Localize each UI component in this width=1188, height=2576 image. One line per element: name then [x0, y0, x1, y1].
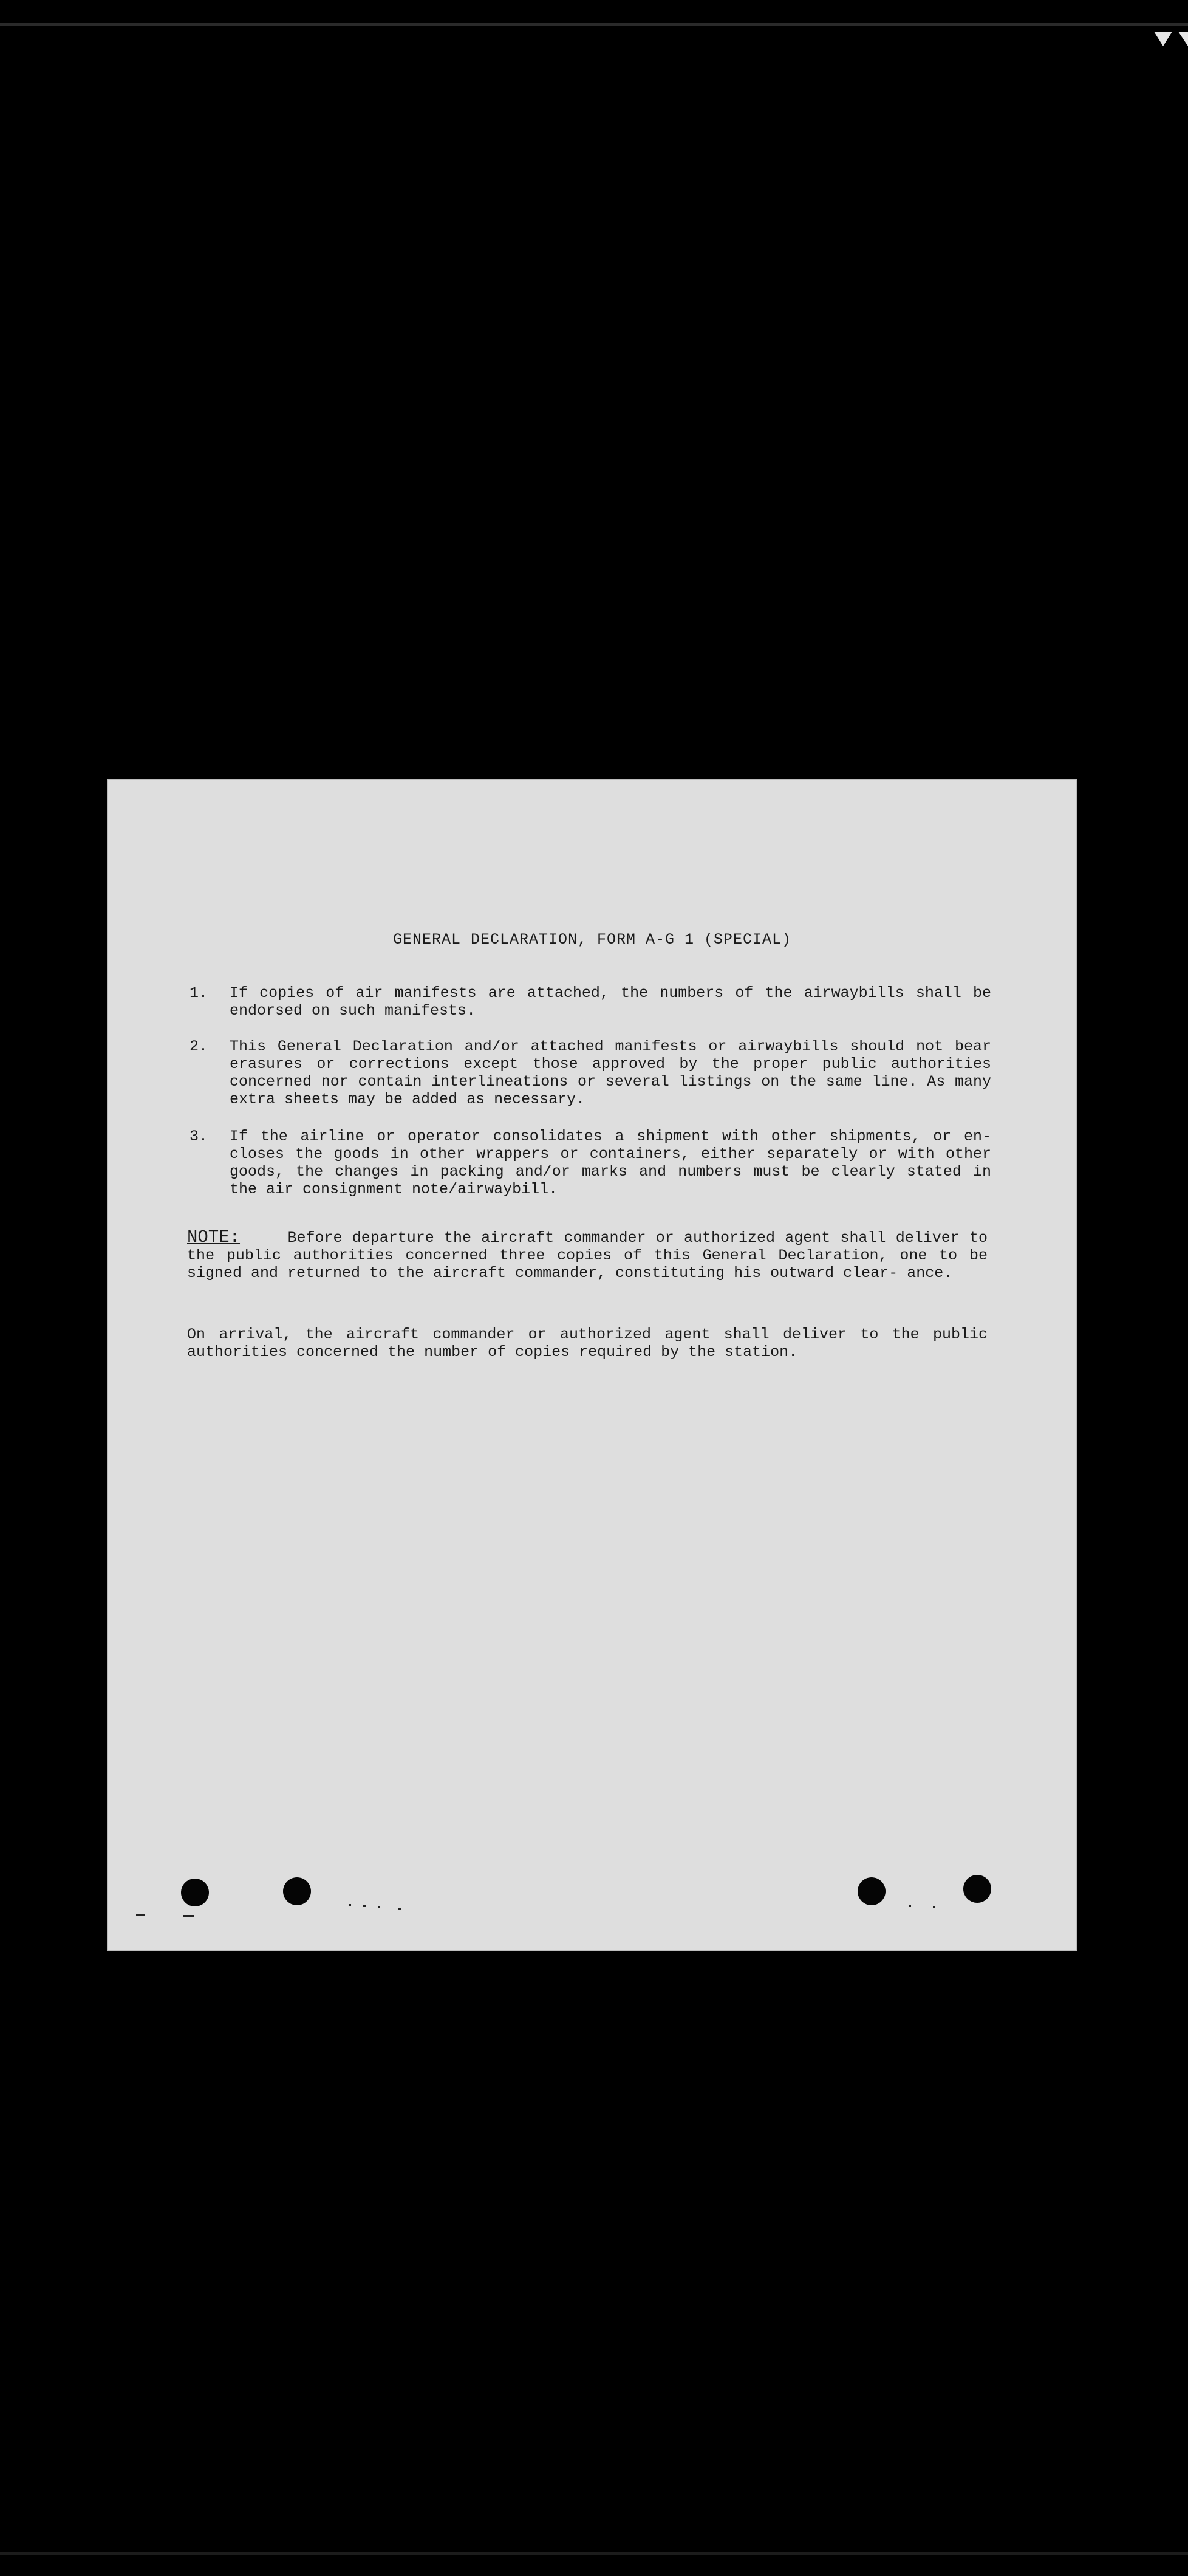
list-item: [189, 1128, 991, 1198]
speck: [349, 1904, 351, 1906]
document-title: GENERAL DECLARATION, FORM A-G 1 (SPECIAL): [392, 931, 792, 948]
punch-hole: [858, 1877, 886, 1905]
item-number: 2.: [189, 1038, 208, 1055]
viewer-top-rule: [0, 23, 1188, 26]
note-label: NOTE:: [187, 1227, 241, 1247]
punch-hole: [963, 1875, 991, 1903]
speck: [909, 1905, 911, 1907]
item-text: If copies of air manifests are attached, the numbers of the airwaybills shall be endorsed on such manifests.: [230, 984, 991, 1019]
list-item: [189, 1038, 991, 1108]
speck: [183, 1915, 194, 1917]
punch-hole: [181, 1879, 209, 1906]
punch-hole: [283, 1877, 311, 1905]
document-page: [107, 779, 1077, 1951]
arrival-paragraph: On arrival, the aircraft commander or authorized agent shall deliver to the public authorities concerned the number of copies required by the station.: [187, 1326, 988, 1361]
corner-arrow-icon: [1152, 29, 1188, 51]
speck: [398, 1908, 401, 1910]
speck: [136, 1914, 145, 1916]
list-item: [189, 984, 991, 1019]
speck: [363, 1905, 366, 1907]
viewer-bottom-rule: [0, 2552, 1188, 2555]
item-text: This General Declaration and/or attached manifests or airwaybills should not bear erasures or corrections except those approved by the proper public authorities concerned nor contain interlineations or several listings on the same line. As many extra sheets may be added as necessary.: [230, 1038, 991, 1108]
item-text: If the airline or operator consolidates a shipment with other shipments, or en- closes the goods in other wrappers or containers, either separately or with other goods, the changes in packing and/or marks and numbers must be clearly stated in the air consignment note/airwaybill.: [230, 1128, 991, 1198]
speck: [378, 1906, 380, 1908]
note-text: Before departure the aircraft commander or authorized agent shall deliver to the public authorities concerned three copies of this General Declaration, one to be signed and returned to the aircraft commander, constituting his outward clear- ance.: [187, 1229, 988, 1282]
speck: [933, 1906, 935, 1908]
item-number: 1.: [189, 984, 208, 1002]
item-number: 3.: [189, 1128, 208, 1145]
note-paragraph: [187, 1228, 988, 1282]
